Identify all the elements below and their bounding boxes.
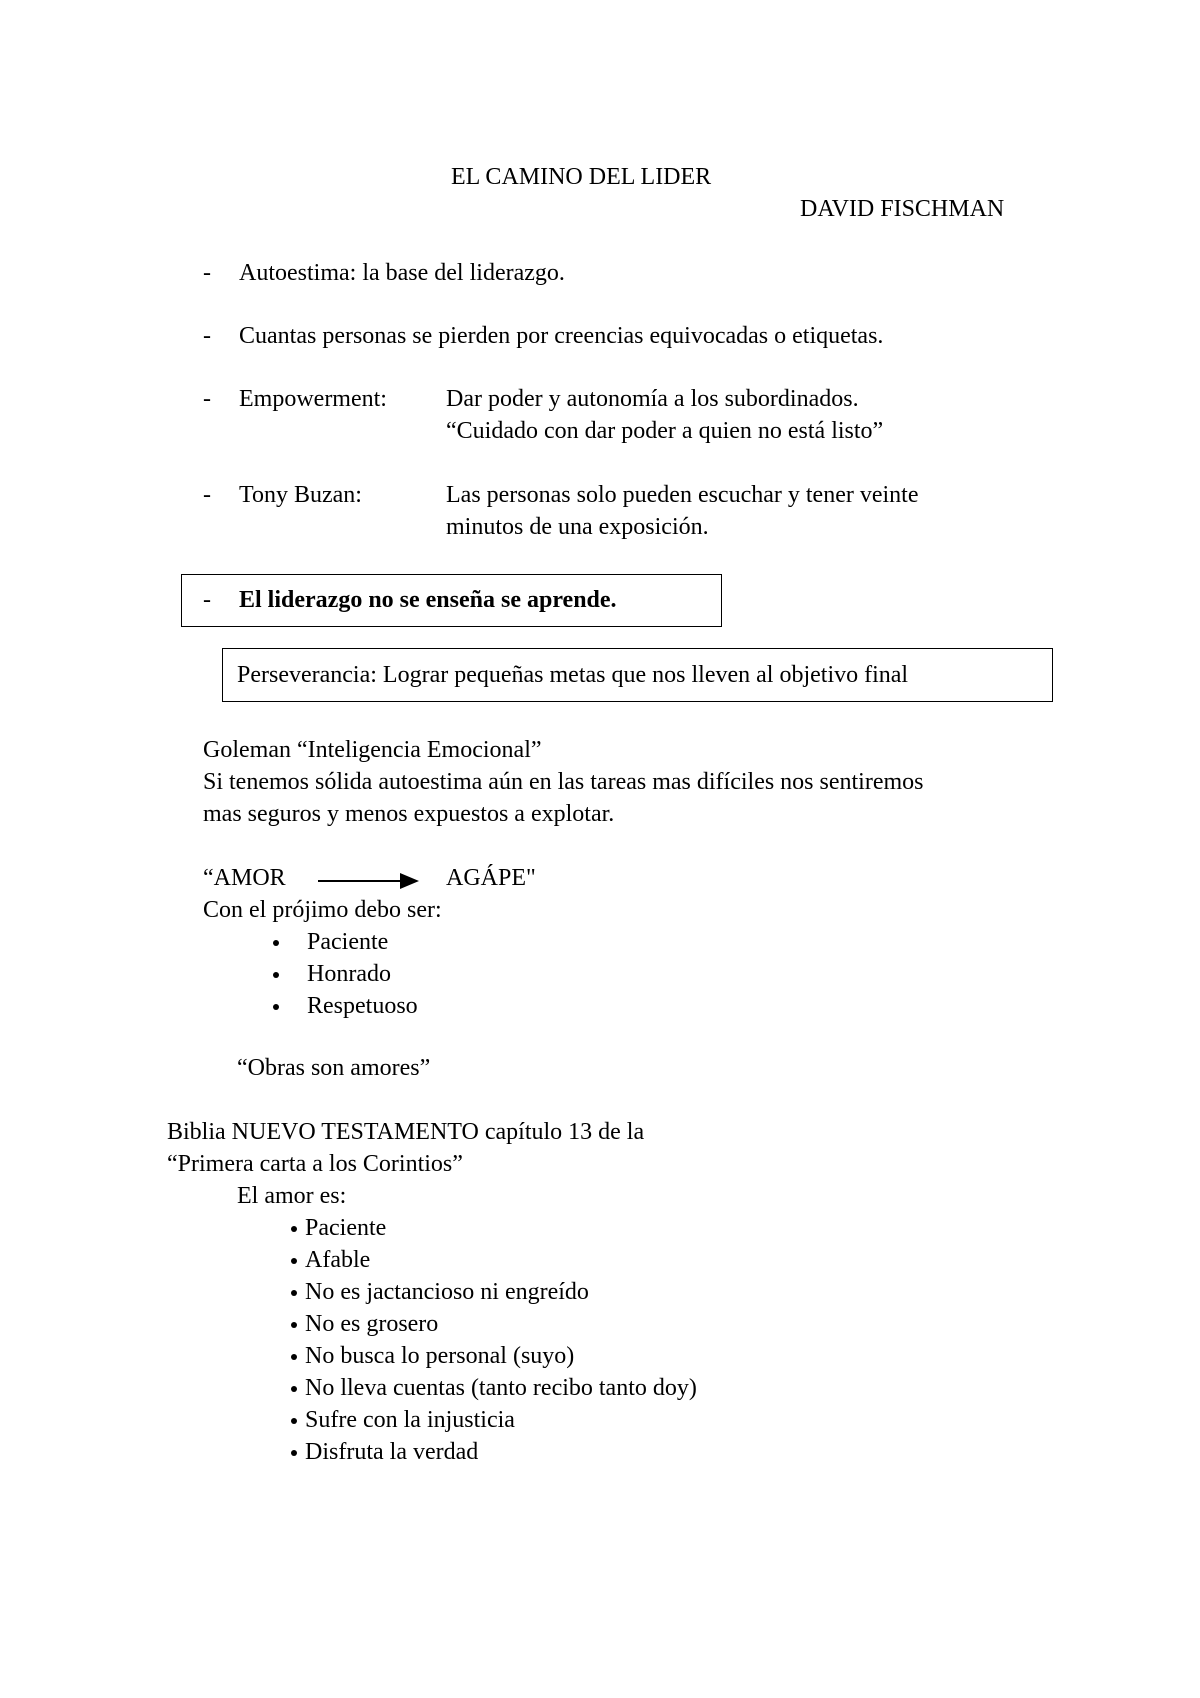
list-item-text: No es jactancioso ni engreído xyxy=(305,1279,589,1305)
point-term: Tony Buzan: xyxy=(239,482,362,508)
list-item-text: Afable xyxy=(305,1247,371,1273)
point-definition-line2: minutos de una exposición. xyxy=(446,514,709,540)
list-item-text: Respetuoso xyxy=(307,993,418,1019)
bullet-icon xyxy=(291,1340,297,1372)
point-definition-line1: Dar poder y autonomía a los subordinados. xyxy=(446,386,859,412)
bullet-icon xyxy=(291,1244,297,1276)
list-item-text: No lleva cuentas (tanto recibo tanto doy) xyxy=(305,1375,697,1401)
goleman-text-line1: Si tenemos sólida autoestima aún en las tareas mas difíciles nos sentiremos xyxy=(203,769,924,795)
projimo-intro: Con el prójimo debo ser: xyxy=(203,897,442,923)
obras-quote: “Obras son amores” xyxy=(237,1055,431,1081)
dash-marker: - xyxy=(203,482,211,508)
page-title: EL CAMINO DEL LIDER xyxy=(451,164,712,190)
point-definition-line2: “Cuidado con dar poder a quien no está listo” xyxy=(446,418,884,444)
arrow-right-icon xyxy=(318,871,420,891)
bullet-icon xyxy=(273,926,279,958)
bullet-icon xyxy=(291,1276,297,1308)
list-item-text: No es grosero xyxy=(305,1311,439,1337)
list-item-text: Honrado xyxy=(307,961,391,987)
dash-marker: - xyxy=(203,260,211,286)
list-item-text: Paciente xyxy=(305,1215,387,1241)
agape-word: AGÁPE" xyxy=(446,865,536,891)
point-text: Autoestima: la base del liderazgo. xyxy=(239,260,565,286)
biblia-line1: Biblia NUEVO TESTAMENTO capítulo 13 de la xyxy=(167,1119,645,1145)
bullet-icon xyxy=(291,1436,297,1468)
dash-marker: - xyxy=(203,386,211,412)
highlight-box-perseverancia xyxy=(222,648,1053,702)
list-item-text: No busca lo personal (suyo) xyxy=(305,1343,575,1369)
dash-marker: - xyxy=(203,323,211,349)
highlight-box-liderazgo xyxy=(181,574,722,627)
author-name: DAVID FISCHMAN xyxy=(800,196,1005,222)
list-item-text: Paciente xyxy=(307,929,389,955)
highlight-text: El liderazgo no se enseña se aprende. xyxy=(239,587,617,613)
bullet-icon xyxy=(291,1372,297,1404)
goleman-title: Goleman “Inteligencia Emocional” xyxy=(203,737,542,763)
dash-marker: - xyxy=(203,587,211,613)
amor-word: “AMOR xyxy=(203,865,286,891)
bullet-icon xyxy=(291,1404,297,1436)
bullet-icon xyxy=(273,990,279,1022)
biblia-line2: “Primera carta a los Corintios” xyxy=(167,1151,463,1177)
bullet-icon xyxy=(273,958,279,990)
point-term: Empowerment: xyxy=(239,386,387,412)
amor-es-intro: El amor es: xyxy=(237,1183,347,1209)
list-item-text: Disfruta la verdad xyxy=(305,1439,479,1465)
highlight-text: Perseverancia: Lograr pequeñas metas que nos lleven al objetivo final xyxy=(237,662,909,688)
point-text: Cuantas personas se pierden por creencias equivocadas o etiquetas. xyxy=(239,323,884,349)
point-definition-line1: Las personas solo pueden escuchar y tener veinte xyxy=(446,482,919,508)
bullet-icon xyxy=(291,1212,297,1244)
goleman-text-line2: mas seguros y menos expuestos a explotar. xyxy=(203,801,615,827)
list-item-text: Sufre con la injusticia xyxy=(305,1407,515,1433)
bullet-icon xyxy=(291,1308,297,1340)
